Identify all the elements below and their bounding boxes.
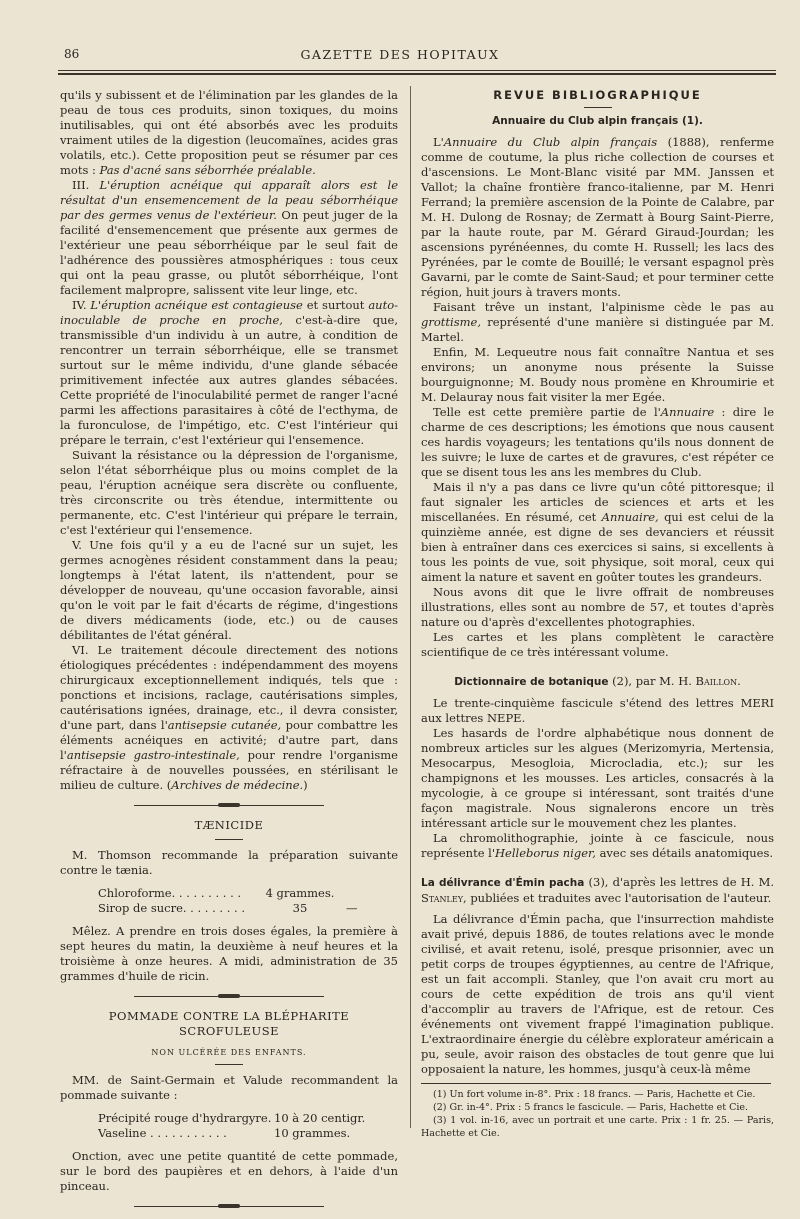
ornament-divider: [134, 805, 324, 806]
club-title: Annuaire du Club alpin français (1).: [492, 115, 703, 127]
prescription-row: Précipité rouge d'hydrargyre. 10 à 20 centigr.: [98, 1111, 366, 1125]
right-column: [421, 88, 774, 1140]
botanique-title: Dictionnaire de botanique (2), par M. H. Baillon.: [454, 674, 741, 688]
club-paragraph: Les cartes et les plans complètent le caractère scientifique de ce très intéressant volume.: [421, 630, 774, 659]
club-paragraph: Enfin, M. Lequeutre nous fait connaître Nantua et ses environs; un anonyme nous présente la Suisse bourguignonne; M. Boudy nous promène en Khroumirie et M. Delauray nous fait visiter la mer Egée.: [421, 345, 774, 404]
botanique-paragraph: La chromolithographie, jointe à ce fascicule, nous représente l'Helleborus niger, avec ses détails anatomiques.: [421, 831, 774, 860]
prescription-row: Vaseline . . . . . . . . . . . 10 grammes.: [98, 1126, 351, 1140]
short-rule: [215, 1064, 243, 1065]
running-head: GAZETTE DES HOPITAUX: [300, 47, 500, 62]
prescription-row: Sirop de sucre. . . . . . . . . 35 —: [98, 901, 358, 915]
paragraph-continuation: qu'ils y subissent et de l'élimination par les glandes de la peau de tous ces produits, sinon toxiques, du moins inutilisables, qui ont été absorbés avec les produits vraiment utiles de la digestion (leucomaïnes, acides gras volatils, etc.). Cette proposition peut se résumer par ces mots : Pas d'acné sans séborrhée préalable.: [60, 88, 398, 177]
club-paragraph: L'Annuaire du Club alpin français (1888), renferme comme de coutume, la plus riche collection de courses et d'ascensions. Le Mont-Blanc visité par MM. Janssen et Vallot; la chaîne frontière franco-italienne, par M. Henri Ferrand; la première ascension de la Pointe de Calabre, par M. H. Dulong de Rosnay; de Zermatt à Bourg Saint-Pierre, par la haute route, par M. Gérard Giraud-Jourdan; les ascensions pyrénéennes, du comte H. Russell; les lacs des Pyrénées, par le comte de Bouillé; le versant espagnol près Gavarni, par le comte de Saint-Saud; et pour terminer cette région, huit jours à travers monts.: [421, 135, 775, 299]
column-divider: [410, 86, 411, 1128]
emin-title: La délivrance d'Émin pacha (3), d'après les lettres de H. M. Stanley, publiées et traduites avec l'autorisation de l'auteur.: [421, 875, 774, 905]
taenicide-text: Mêlez. A prendre en trois doses égales, la première à sept heures du matin, la deuxième à neuf heures et la troisième à onze heures. A midi, administration de 35 grammes d'huile de ricin.: [60, 924, 398, 983]
paragraph-vi: VI. Le traitement découle directement des notions étiologiques précédentes : indépendamment des moyens chirurgicaux exceptionnellement indiqués, tels que : ponctions et incisions, raclage, cautérisations simples, cautérisations ignées, drainage, etc., il devra consister, d'une part, dans l'antisepsie cutanée, pour combattre les éléments acnéiques en activité; d'autre part, dans l'antisepsie gastro-intestinale, pour rendre l'organisme réfractaire à de nouvelles poussées, en stérilisant le milieu de culture. (Archives de médecine.): [60, 643, 399, 792]
ornament-divider: [134, 1206, 324, 1207]
left-column: [60, 88, 398, 1219]
paragraph-v: V. Une fois qu'il y a eu de l'acné sur un sujet, les germes acnogènes résident constamment dans la peau; longtemps à l'état latent, ils n'attendent, pour se développer de nouveau, qu'une occasion favorable, ainsi qu'on le voit par le fait d'écarts de régime, d'ingestions de divers médicaments (iode, etc.) ou de causes débilitantes de l'état général.: [60, 538, 398, 642]
club-paragraph: Mais il n'y a pas dans ce livre qu'un côté pittoresque; il faut signaler les articles de sciences et arts et les miscellanées. En résumé, cet Annuaire, qui est celui de la quinzième année, est digne de ses devanciers et réussit bien à entraîner dans ces exercices si sains, si excellents à tous les points de vue, soit physique, soit moral, ceux qui aiment la nature et savent en goûter toutes les grandeurs.: [421, 480, 775, 584]
section-title: REVUE BIBLIOGRAPHIQUE: [493, 88, 702, 102]
pommade-intro: MM. de Saint-Germain et Valude recommandent la pommade suivante :: [60, 1073, 398, 1102]
ornament-divider: [134, 996, 324, 997]
pommade-text: Onction, avec une petite quantité de cette pommade, sur le bord des paupières et en dehors, à l'aide d'un pinceau.: [60, 1149, 398, 1193]
short-rule: [584, 107, 612, 108]
taenicide-prescription: [98, 886, 398, 916]
pommade-subtitle: NON ULCÉRÉE DES ENFANTS.: [151, 1048, 307, 1057]
taenicide-intro: M. Thomson recommande la préparation suivante contre le tænia.: [60, 848, 398, 877]
pommade-title: POMMADE CONTRE LA BLÉPHARITE SCROFULEUSE: [108, 1009, 350, 1038]
short-rule: [215, 839, 243, 840]
footnote: (3) 1 vol. in-16, avec un portrait et une carte. Prix : 1 fr. 25. — Paris, Hachette et Cie.: [421, 1115, 774, 1139]
club-paragraph: Nous avons dit que le livre offrait de nombreuses illustrations, elles sont au nombre de 57, et toutes d'après nature ou d'après d'excellentes photographies.: [421, 585, 774, 629]
footnote: (2) Gr. in-4°. Prix : 5 francs le fascicule. — Paris, Hachette et Cie.: [433, 1102, 749, 1113]
header-rule-thick: [58, 73, 776, 75]
club-paragraph: Faisant trêve un instant, l'alpinisme cède le pas au grottisme, représenté d'une manière si distinguée par M. Martel.: [421, 300, 775, 344]
paragraph-iii: III. L'éruption acnéique qui apparaît alors est le résultat d'un ensemencement de la peau séborrhéique par des germes venus de l'extérieur. On peut juger de la facilité d'ensemencement que présente aux germes de l'extérieur une peau séborrhéique par le seul fait de l'adhérence des poussières atmosphériques : tous ceux qui ont la peau grasse, ou plutôt séborrhéique, l'ont facilement malpropre, salissent vite leur linge, etc.: [60, 178, 399, 297]
footnote: (1) Un fort volume in-8°. Prix : 18 francs. — Paris, Hachette et Cie.: [433, 1089, 756, 1100]
club-paragraph: Telle est cette première partie de l'Annuaire : dire le charme de ces descriptions; les émotions que nous causent ces hardis voyageurs; les tentations qu'ils nous donnent de les suivre; le luxe de cartes et de gravures, c'est répéter ce que se disent tous les ans les membres du Club.: [421, 405, 774, 479]
prescription-row: Chloroforme. . . . . . . . . . 4 grammes.: [98, 886, 335, 900]
emin-paragraph: La délivrance d'Émin pacha, que l'insurrection mahdiste avait privé, depuis 1886, de toutes relations avec le monde civilisé, et avait retenu, isolé, presque prisonnier, avec un petit corps de troupes égyptiennes, au centre de l'Afrique, est un fait accompli. Stanley, que l'on avait cru mort au cours de cette expédition de trois ans qu'il vient d'accomplir au travers de l'Afrique, est de retour. Ces événements ont vivement frappé l'imagination publique. L'extraordinaire énergie du célèbre explorateur américain a pu, seule, avoir raison des obstacles de tout genre que lui opposaient la nature, les hommes, jusqu'à ceux-là même: [421, 912, 774, 1076]
botanique-paragraph: Le trente-cinquième fascicule s'étend des lettres MERI aux lettres NEPE.: [421, 696, 774, 725]
paragraph-resistance: Suivant la résistance ou la dépression de l'organisme, selon l'état séborrhéique plus ou moins complet de la peau, l'éruption acnéique sera discrète ou confluente, très circonscrite ou très étendue, intermittente ou permanente, etc. C'est l'intérieur qui prépare le terrain, c'est l'extérieur qui l'ensemence.: [60, 448, 398, 537]
paragraph-iv: IV. L'éruption acnéique est contagieuse et surtout auto-inoculable de proche en proche, c'est-à-dire que, transmissible d'un individu à un autre, à condition de rencontrer un terrain séborrhéique, elle se transmet surtout sur le même individu, d'une glande sébacée primitivement infectée aux autres glandes sébacées. Cette propriété de l'inoculabilité permet de ranger l'acné parmi les affections parasitaires à côté de l'ecthyma, de la furonculose, de l'impétigo, etc. C'est l'intérieur qui prépare le terrain, c'est l'extérieur qui l'ensemence.: [60, 298, 399, 447]
taenicide-title: TÆNICIDE: [194, 818, 264, 832]
page-number: 86: [64, 47, 80, 61]
botanique-paragraph: Les hasards de l'ordre alphabétique nous donnent de nombreux articles sur les algues (Merizomyria, Mertensia, Mesocarpus, Mesogloia, Microcladia, etc.); sur les champignons et les mousses. Les articles, consacrés à la mycologie, à ce groupe si intéressant, sont traités d'une façon magistrale. Nous signalerons encore un très intéressant article sur le mouvement chez les plantes.: [421, 726, 774, 830]
pommade-prescription: [98, 1111, 398, 1141]
header-rule-thin: [58, 70, 776, 71]
footnote-rule: [421, 1083, 771, 1084]
